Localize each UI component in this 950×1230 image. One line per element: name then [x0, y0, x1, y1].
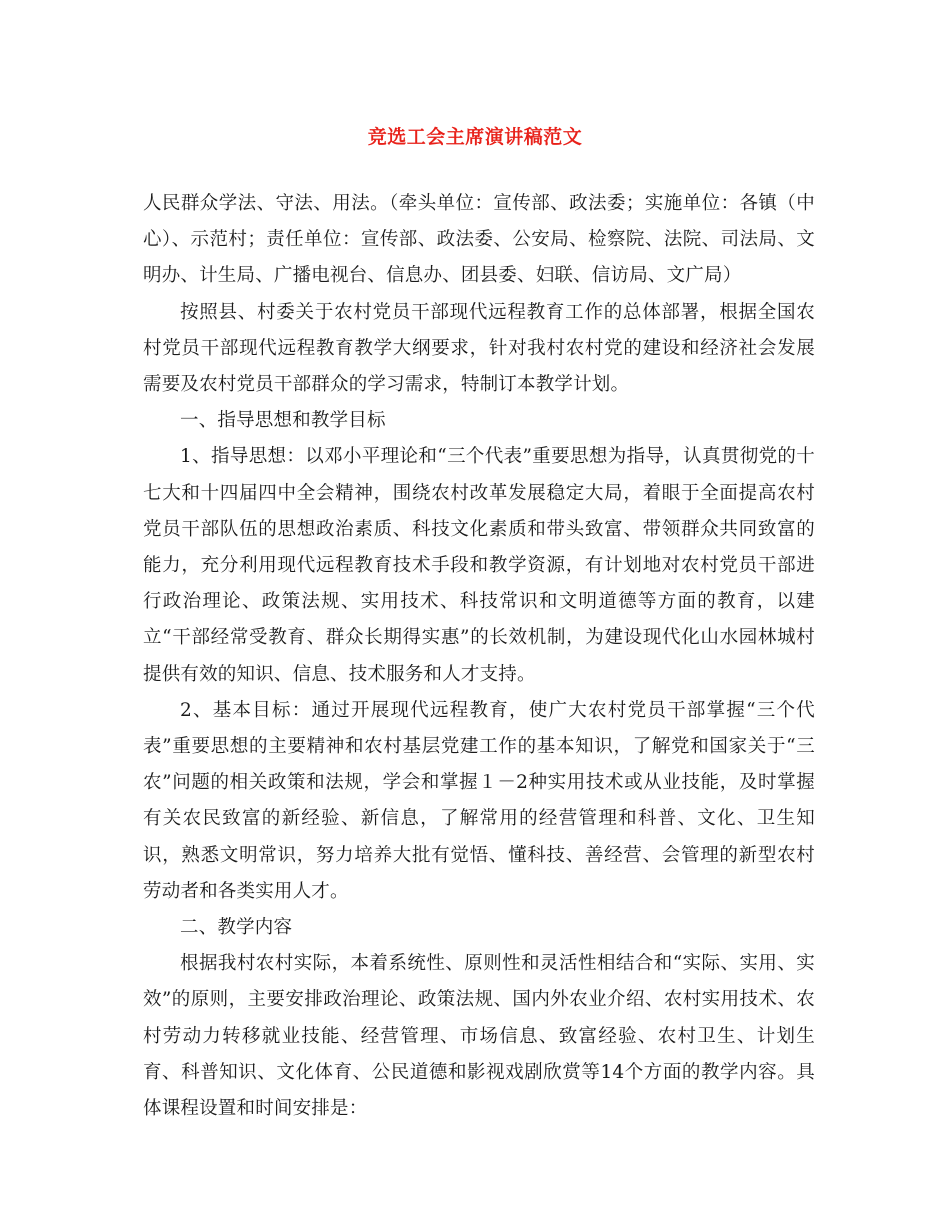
document-title: 竞选工会主席演讲稿范文 [367, 126, 583, 148]
document-body [143, 186, 815, 1127]
section-heading-teaching-content: 二、教学内容 [180, 917, 293, 939]
paragraph-continuation: 人民群众学法、守法、用法。（牵头单位：宣传部、政法委；实施单位：各镇（中心）、示范村；责任单位：宣传部、政法委、公安局、检察院、法院、司法局、文明办、计生局、广播电视台、信息办、团县委、妇联、信访局、文广局） [143, 193, 815, 287]
paragraph-intro: 按照县、村委关于农村党员干部现代远程教育工作的总体部署，根据全国农村党员干部现代远程教育教学大纲要求，针对我村农村党的建设和经济社会发展需要及农村党员干部群众的学习需求，特制订本教学计划。 [143, 301, 815, 396]
paragraph-teaching-content: 根据我村农村实际，本着系统性、原则性和灵活性相结合和“实际、实用、实效”的原则，主要安排政治理论、政策法规、国内外农业介绍、农村实用技术、农村劳动力转移就业技能、经营管理、市场信息、致富经验、农村卫生、计划生育、科普知识、文化体育、公民道德和影视戏剧欣赏等14个方面的教学内容。具体课程设置和时间安排是： [143, 953, 815, 1120]
section-heading-guiding-ideas: 一、指导思想和教学目标 [180, 410, 386, 432]
paragraph-guiding-thought: 1、指导思想：以邓小平理论和“三个代表”重要思想为指导，认真贯彻党的十七大和十四届四中全会精神，围绕农村改革发展稳定大局，着眼于全面提高农村党员干部队伍的思想政治素质、科技文化素质和带头致富、带领群众共同致富的能力，充分利用现代远程教育技术手段和教学资源，有计划地对农村党员干部进行政治理论、政策法规、实用技术、科技常识和文明道德等方面的教育，以建立“干部经常受教育、群众长期得实惠”的长效机制，为建设现代化山水园林城村提供有效的知识、信息、技术服务和人才支持。 [143, 446, 815, 685]
paragraph-basic-goal: 2、基本目标：通过开展现代远程教育，使广大农村党员干部掌握“三个代表”重要思想的主要精神和农村基层党建工作的基本知识，了解党和国家关于“三农”问题的相关政策和法规，学会和掌握１－2种实用技术或从业技能，及时掌握有关农民致富的新经验、新信息，了解常用的经营管理和科普、文化、卫生知识，熟悉文明常识，努力培养大批有觉悟、懂科技、善经营、会管理的新型农村劳动者和各类实用人才。 [143, 699, 815, 902]
